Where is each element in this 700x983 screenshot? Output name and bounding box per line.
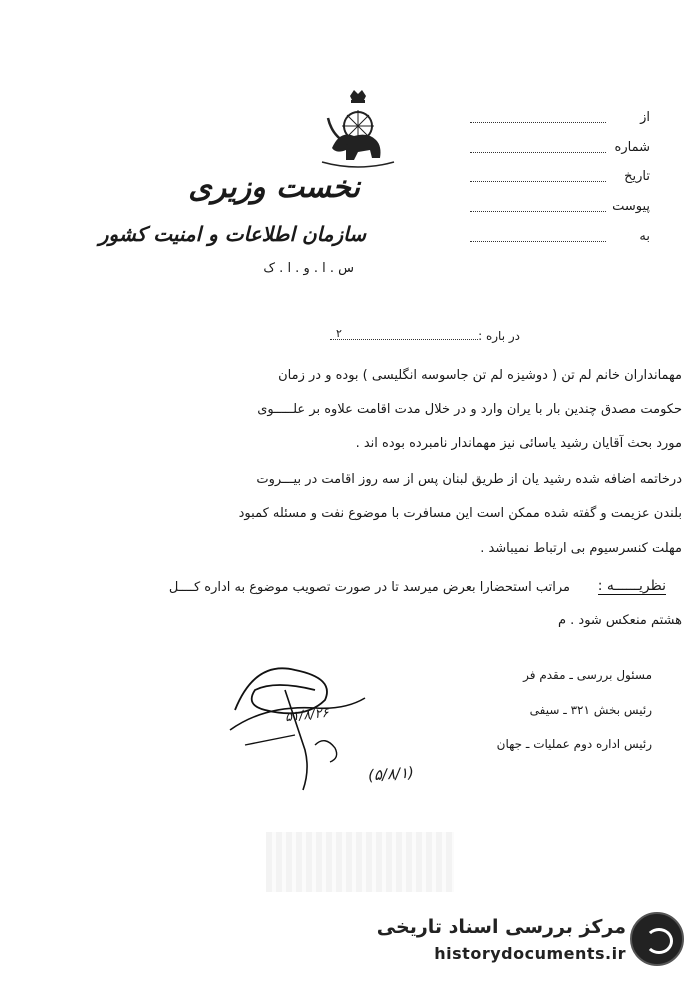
body-line: حکومت مصدق چندین بار با یران وارد و در خلال مدت اقامت علاوه بر علـــــوی <box>257 402 682 417</box>
subject-value: ۲ <box>336 327 342 340</box>
meta-number-row <box>470 140 650 162</box>
body-line: مورد بحث آقایان رشید یاسائی نیز مهماندار نامبرده بوده اند . <box>355 436 682 451</box>
letterhead-reference: س . ا . و . ا . ک <box>263 261 354 276</box>
meta-from-row <box>470 110 650 132</box>
body-line: بلندن عزیمت و گفته شده ممکن است این مسافرت با موضوع نفت و مسئله کمبود <box>238 506 682 521</box>
meta-number-line <box>470 152 606 153</box>
subject-label: در باره : <box>478 329 520 343</box>
handwritten-signature <box>225 650 375 800</box>
watermark-url: historydocuments.ir <box>434 944 626 963</box>
meta-number-label: شماره <box>614 140 650 155</box>
meta-date-row <box>470 169 650 191</box>
watermark <box>376 910 690 972</box>
subject-row <box>330 329 520 347</box>
opinion-line: هشتم منعکس شود . م <box>557 613 682 628</box>
handwritten-note: (۵/۸/۱) <box>367 763 415 785</box>
history-documents-logo-icon <box>630 912 684 966</box>
meta-to-label: به <box>639 229 650 244</box>
body-line: مهمانداران خانم لم تن ( دوشیزه لم تن جاسوسه انگلیسی ) بوده و در زمان <box>278 368 682 383</box>
watermark-title: مرکز بررسی اسناد تاریخی <box>376 916 626 938</box>
meta-to-line <box>470 241 606 242</box>
body-line: درخاتمه اضافه شده رشید یان از طریق لبنان پس از سه روز اقامت در بیـــروت <box>256 472 682 487</box>
body-line: مهلت کنسرسیوم بی ارتباط نمیباشد . <box>480 541 682 556</box>
meta-attachment-line <box>470 211 606 212</box>
faded-stamp <box>266 832 454 892</box>
opinion-label: نظریــــــه : <box>597 578 666 594</box>
letterhead-organization: سازمان اطلاعات و امنیت کشور <box>98 222 366 246</box>
handwritten-date: ۵۱/۸/۲۶ <box>284 705 330 726</box>
meta-attachment-label: پیوست <box>612 199 650 214</box>
meta-date-line <box>470 181 606 182</box>
meta-date-label: تاریخ <box>624 169 650 184</box>
meta-from-line <box>470 122 606 123</box>
meta-attachment-row <box>470 199 650 221</box>
meta-from-label: از <box>640 110 650 125</box>
opinion-line: مراتب استحضارا بعرض میرسد تا در صورت تصویب موضوع به اداره کــــل <box>168 580 570 595</box>
lion-and-sun-emblem-icon <box>318 88 398 174</box>
letterhead-title: نخست وزیری <box>188 170 360 205</box>
signature-line: مسئول بررسی ـ مقدم فر <box>523 668 652 682</box>
signature-line: رئیس اداره دوم عملیات ـ جهان <box>496 737 652 751</box>
meta-to-row <box>470 229 650 251</box>
signature-line: رئیس بخش ۳۲۱ ـ سیفی <box>529 703 652 717</box>
subject-line <box>330 339 478 340</box>
